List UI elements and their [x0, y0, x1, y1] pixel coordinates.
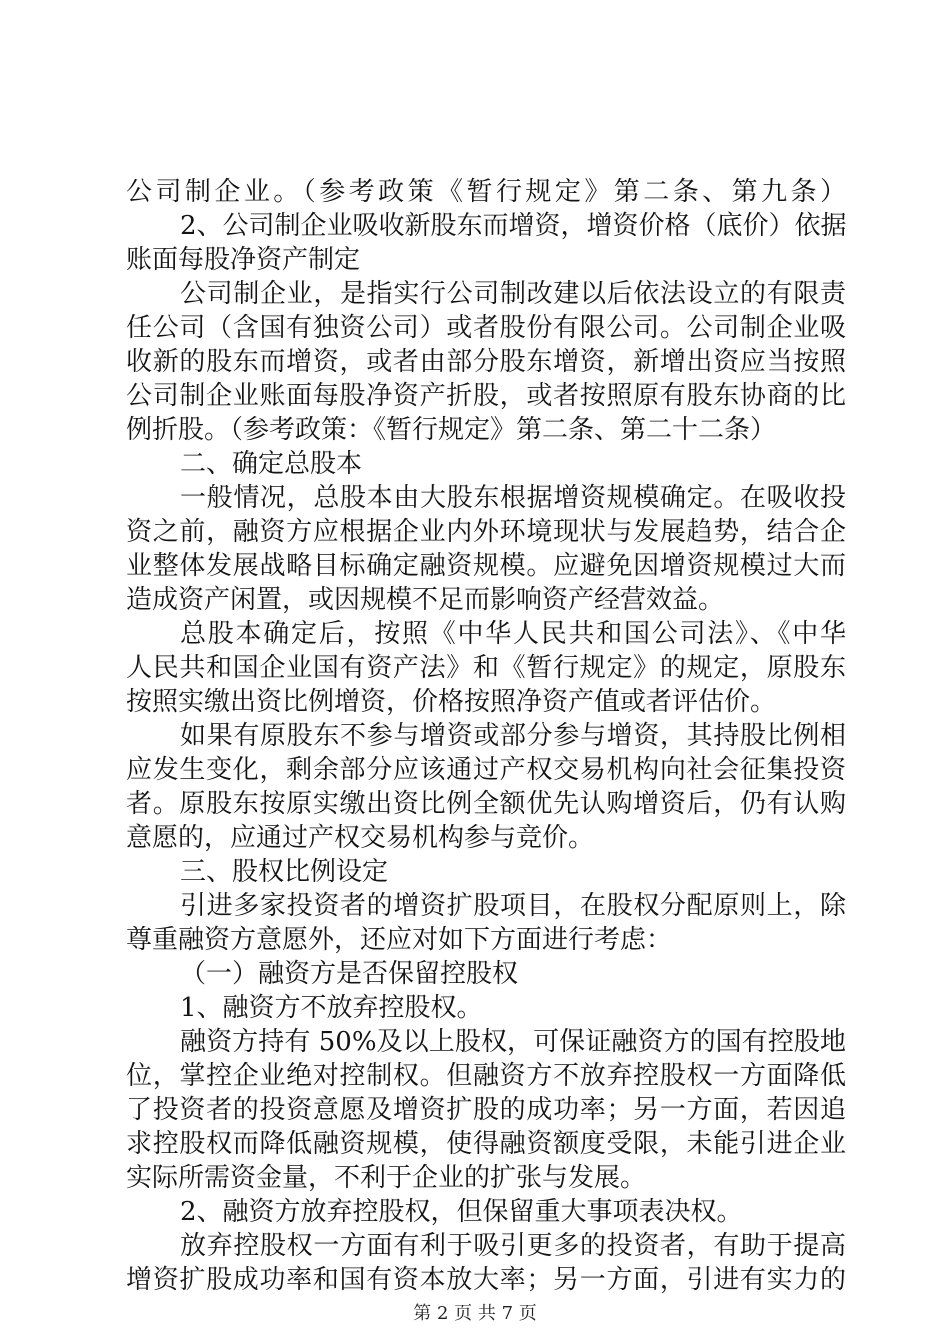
text-line: 融资方持有 50%及以上股权，可保证融资方的国有控股地	[180, 1027, 846, 1057]
text-line: 位，掌控企业绝对控制权。但融资方不放弃控股权一方面降低	[126, 1061, 846, 1091]
text-line: 实际所需资金量，不利于企业的扩张与发展。	[126, 1163, 647, 1193]
text-line: 者。原股东按原实缴出资比例全额优先认购增资后，仍有认购	[126, 789, 846, 819]
text-line: 收新的股东而增资，或者由部分股东增资，新增出资应当按照	[126, 347, 846, 377]
text-line: 应发生变化，剩余部分应该通过产权交易机构向社会征集投资	[126, 755, 846, 785]
text-line: 任公司（含国有独资公司）或者股份有限公司。公司制企业吸	[126, 313, 846, 343]
text-line: 资之前，融资方应根据企业内外环境现状与发展趋势，结合企	[126, 517, 846, 547]
text-line: 账面每股净资产制定	[126, 245, 361, 275]
text-line: 如果有原股东不参与增资或部分参与增资，其持股比例相	[180, 721, 846, 751]
text-line: 总股本确定后，按照《中华人民共和国公司法》、《中华	[180, 619, 846, 649]
section-heading: 三、股权比例设定	[180, 857, 389, 887]
text-line: 造成资产闲置，或因规模不足而影响资产经营效益。	[126, 585, 725, 615]
page-number-footer: 第 2 页 共 7 页	[413, 1303, 537, 1324]
text-line: 2、融资方放弃控股权，但保留重大事项表决权。	[180, 1197, 743, 1227]
text-line: 尊重融资方意愿外，还应对如下方面进行考虑：	[126, 925, 673, 955]
text-line: 按照实缴出资比例增资，价格按照净资产值或者评估价。	[126, 687, 777, 717]
text-line: 引进多家投资者的增资扩股项目，在股权分配原则上，除	[180, 891, 846, 921]
text-line: 例折股。（参考政策：《暂行规定》第二条、第二十二条）	[126, 415, 777, 445]
text-line: 公司制企业，是指实行公司制改建以后依法设立的有限责	[180, 279, 846, 309]
text-line: 了投资者的投资意愿及增资扩股的成功率；另一方面，若因追	[126, 1095, 846, 1125]
text-line: 放弃控股权一方面有利于吸引更多的投资者，有助于提高	[180, 1231, 846, 1261]
subsection-heading: （一）融资方是否保留控股权	[180, 959, 519, 989]
text-line: 2、公司制企业吸收新股东而增资，增资价格（底价）依据	[180, 211, 847, 241]
text-line: 增资扩股成功率和国有资本放大率；另一方面，引进有实力的	[126, 1265, 846, 1295]
text-line: 业整体发展战略目标确定融资规模。应避免因增资规模过大而	[126, 551, 846, 581]
text-line: 意愿的，应通过产权交易机构参与竞价。	[126, 823, 595, 853]
text-line: 公司制企业账面每股净资产折股，或者按照原有股东协商的比	[126, 381, 846, 411]
text-line: 求控股权而降低融资规模，使得融资额度受限，未能引进企业	[126, 1129, 846, 1159]
text-line: 公司制企业。（参考政策《暂行规定》第二条、第九条）	[126, 177, 846, 207]
section-heading: 二、确定总股本	[180, 449, 363, 479]
text-line: 人民共和国企业国有资产法》和《暂行规定》的规定，原股东	[126, 653, 846, 683]
text-line: 1、融资方不放弃控股权。	[180, 993, 483, 1023]
text-line: 一般情况，总股本由大股东根据增资规模确定。在吸收投	[180, 483, 846, 513]
